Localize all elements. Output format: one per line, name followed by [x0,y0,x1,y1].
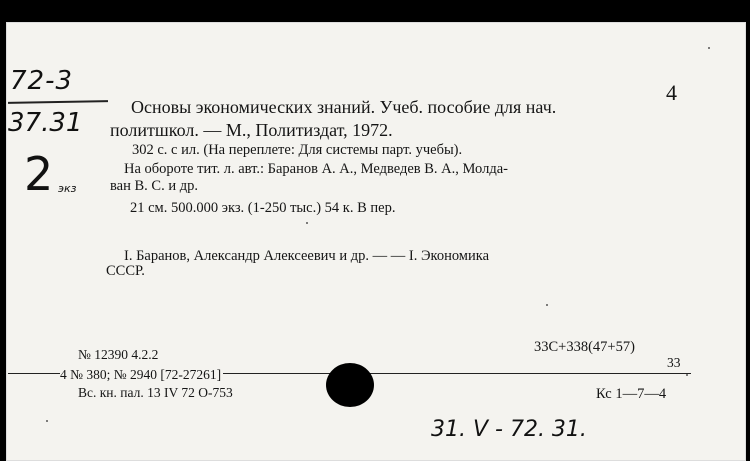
card-page-number: 4 [666,80,677,105]
book-chamber-line: Вс. кн. пал. 13 IV 72 О-753 [78,385,233,400]
order-number: № 12390 4.2.2 [78,347,159,362]
speck [46,420,48,422]
ink-blot [326,363,374,407]
classification-index: 33С+338(47+57) [534,339,635,355]
shelf-mark-rule [8,100,108,104]
handwritten-date: 31. V - 72. 31. [431,417,587,442]
reverse-authors-line2: ван В. С. и др. [110,178,198,194]
copy-number: 2 [24,147,54,201]
shelf-mark-bottom: 37.31 [8,108,83,138]
speck [686,374,688,376]
catalog-card [6,22,746,461]
speck [708,47,710,49]
registry-line: 4 № 380; № 2940 [72-27261] [60,367,222,382]
book-title-line1: Основы экономических знаний. Учеб. пособие для нач. [131,97,557,117]
speck [306,222,308,224]
card-code: Кс 1—7—4 [596,386,667,402]
speck [546,304,548,306]
copy-suffix: экз [58,182,77,195]
classification-rule [346,373,691,374]
tracing-line1: I. Баранов, Александр Алексеевич и др. — — I. Экономика [124,248,490,264]
reverse-authors-line1: На обороте тит. л. авт.: Баранов А. А., Медведев В. А., Молда- [124,161,508,177]
book-title-line2: политшкол. — М., Политиздат, 1972. [110,120,393,140]
classification-short: 33 [667,355,681,370]
pagination: 302 с. с ил. (На переплете: Для системы парт. учебы). [132,142,463,158]
tracing-line2: СССР. [106,263,145,279]
size-and-price: 21 см. 500.000 экз. (1-250 тыс.) 54 к. В пер. [130,200,396,216]
shelf-mark-top: 72-3 [10,66,74,96]
